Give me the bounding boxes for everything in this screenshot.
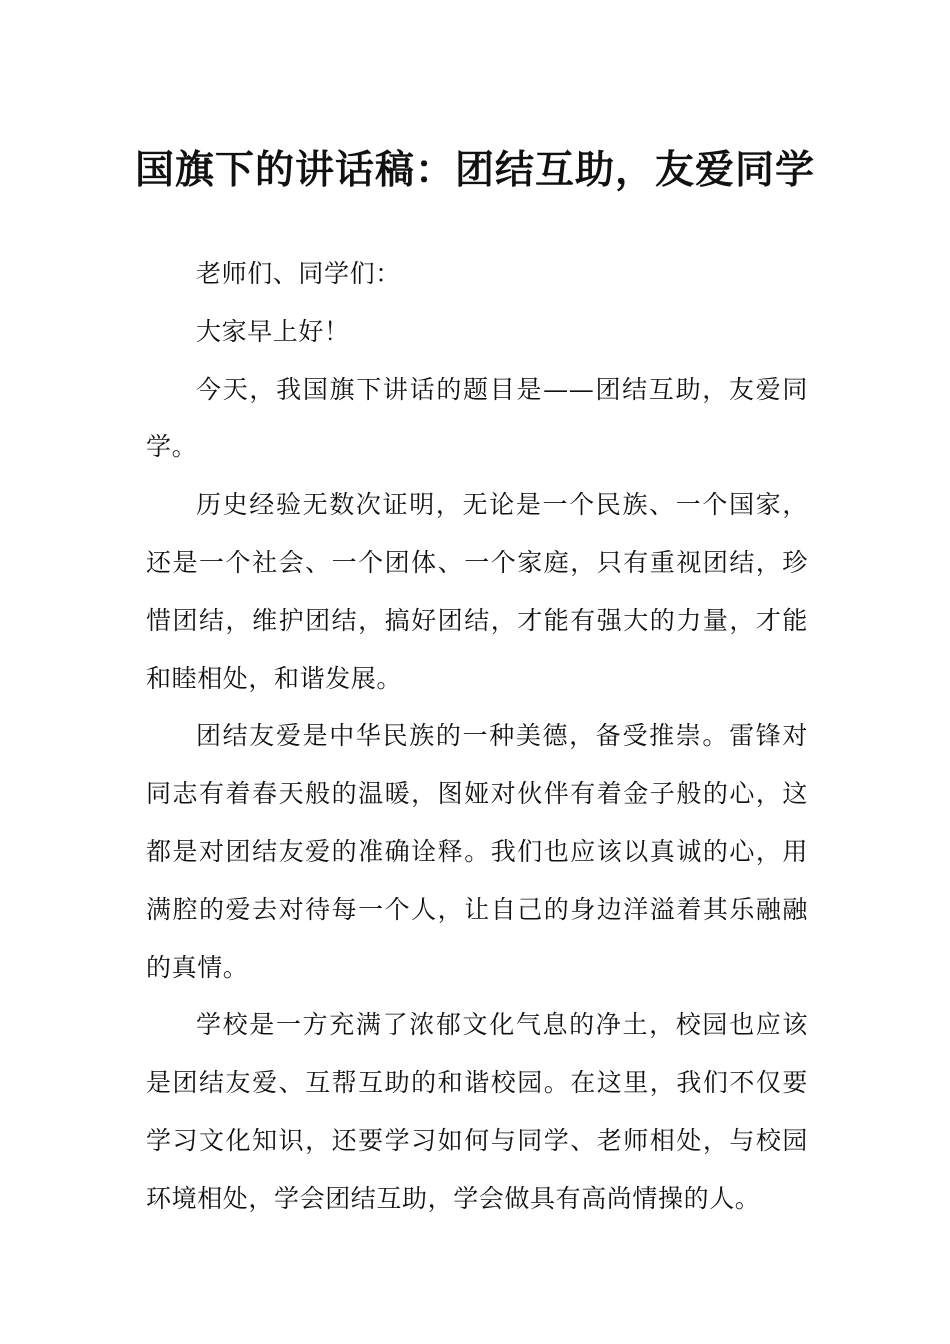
paragraph-school: 学校是一方充满了浓郁文化气息的净土，校园也应该是团结友爱、互帮互助的和谐校园。在这里，我们不仅要学习文化知识，还要学习如何与同学、老师相处，与校园环境相处，学会团结互助，学会做具有高尚情操的人。 — [146, 1010, 808, 1213]
paragraph-greeting: 老师们、同学们： — [196, 259, 401, 288]
document-body — [146, 245, 808, 1228]
paragraph-history: 历史经验无数次证明，无论是一个民族、一个国家，还是一个社会、一个团体、一个家庭，只有重视团结，珍惜团结，维护团结，搞好团结，才能有强大的力量，才能和睦相处，和谐发展。 — [146, 490, 808, 693]
document-title: 国旗下的讲话稿：团结互助，友爱同学 — [134, 147, 815, 194]
paragraph-virtue: 团结友爱是中华民族的一种美德，备受推崇。雷锋对同志有着春天般的温暖，图娅对伙伴有着金子般的心，这都是对团结友爱的准确诠释。我们也应该以真诚的心，用满腔的爱去对待每一个人，让自己的身边洋溢着其乐融融的真情。 — [146, 721, 808, 982]
paragraph-topic: 今天，我国旗下讲话的题目是——团结互助，友爱同学。 — [146, 374, 808, 462]
paragraph-good-morning: 大家早上好！ — [196, 316, 350, 346]
